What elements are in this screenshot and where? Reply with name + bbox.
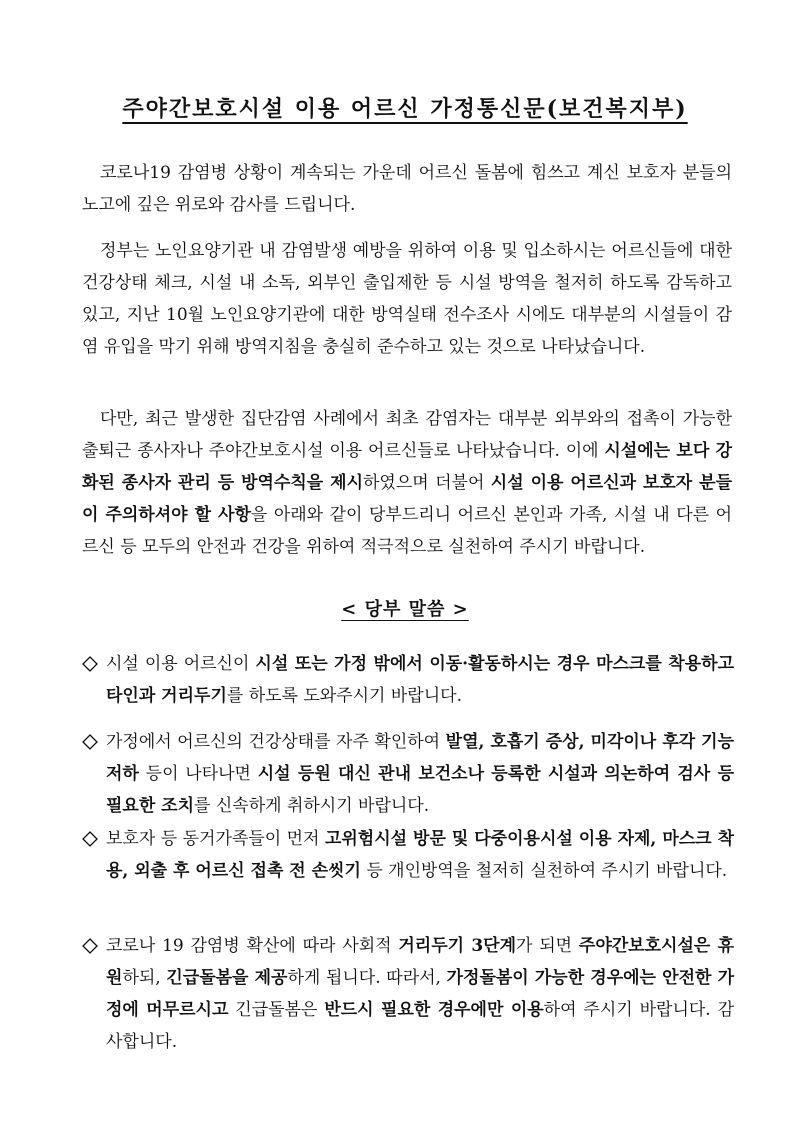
paragraph-text: 다만, 최근 발생한 집단감염 사례에서 최초 감염자는 대부분 외부와의 접촉이 가능한 출퇴근 종사자나 주야간보호시설 이용 어르신들로 나타났습니다. 이에 bbox=[82, 409, 732, 461]
paragraph-text: 코로나19 감염병 상황이 계속되는 가운데 어르신 돌봄에 힘쓰고 계신 보호자 분들의 노고에 깊은 위로와 감사를 드립니다. bbox=[82, 163, 732, 215]
emphasis-text: 주야간보호시설은 휴원 bbox=[106, 936, 735, 988]
item-text: 가정에서 어르신의 건강상태를 자주 확인하여 bbox=[106, 732, 446, 752]
paragraph-greeting bbox=[82, 157, 732, 221]
item-text: 를 신속하게 취하시기 바랍니다. bbox=[194, 796, 430, 816]
emphasis-text: 고위험시설 방문 및 다중이용시설 이용 자제, 마스크 착용, 외출 후 어르신 접촉 전 손씻기 bbox=[106, 829, 734, 881]
emphasis-text: 가정돌봄이 가능한 경우에는 안전한 가정에 머무르시고 bbox=[106, 968, 734, 1020]
section-heading: < 당부 말씀 > bbox=[341, 599, 469, 620]
diamond-outline-icon bbox=[78, 726, 102, 758]
emphasis-text: 시설 이용 어르신과 보호자 분들이 주의하셔야 할 사항 bbox=[82, 473, 733, 525]
emphasis-text: 긴급돌봄을 제공 bbox=[166, 968, 288, 988]
emphasis-text: 거리두기 3단계 bbox=[398, 936, 517, 956]
document-title: 주야간보호시설 이용 어르신 가정통신문(보건복지부) bbox=[122, 96, 688, 122]
item-text: 긴급돌봄은 bbox=[228, 1000, 325, 1020]
item-text: 하되, bbox=[122, 968, 167, 988]
request-item bbox=[78, 648, 734, 712]
paragraph-text: 하였으며 더불어 bbox=[363, 473, 491, 493]
item-text: 시설 이용 어르신이 bbox=[106, 654, 256, 674]
item-text: 보호자 등 동거가족들이 먼저 bbox=[106, 829, 325, 849]
request-item bbox=[78, 823, 734, 887]
paragraph-government-measures bbox=[82, 235, 732, 363]
request-item bbox=[78, 930, 734, 1058]
item-text: 하여 주시기 바랍니다. 감사합니다. bbox=[106, 1000, 735, 1052]
item-text: 등 개인방역을 철저히 실천하여 주시기 바랍니다. bbox=[360, 861, 728, 881]
emphasis-text: 반드시 필요한 경우에만 이용 bbox=[324, 1000, 544, 1020]
item-text: 하게 됩니다. 따라서, bbox=[287, 968, 447, 988]
paragraph-text: 을 아래와 같이 당부드리니 어르신 본인과 가족, 시설 내 다른 어르신 등 모두의 안전과 건강을 위하여 적극적으로 실천하여 주시기 바랍니다. bbox=[82, 505, 732, 557]
item-text: 가 되면 bbox=[516, 936, 579, 956]
item-text: 코로나 19 감염병 확산에 따라 사회적 bbox=[106, 936, 399, 956]
emphasis-text: 시설 등원 대신 관내 보건소나 등록한 시설과 의논하여 검사 등 필요한 조치 bbox=[106, 764, 734, 816]
diamond-outline-icon bbox=[78, 648, 102, 680]
emphasis-text: 시설에는 보다 강화된 종사자 관리 등 방역수칙을 제시 bbox=[82, 441, 732, 493]
diamond-outline-icon bbox=[78, 823, 102, 855]
emphasis-text: 시설 또는 가정 밖에서 이동·활동하시는 경우 마스크를 착용하고 타인과 거리두기 bbox=[106, 654, 734, 706]
item-text: 등이 나타나면 bbox=[138, 764, 258, 784]
paragraph-request bbox=[82, 403, 732, 563]
request-item bbox=[78, 726, 734, 822]
item-text: 를 하도록 도와주시기 바랍니다. bbox=[226, 686, 462, 706]
diamond-outline-icon bbox=[78, 930, 102, 962]
paragraph-text: 정부는 노인요양기관 내 감염발생 예방을 위하여 이용 및 입소하시는 어르신들에 대한 건강상태 체크, 시설 내 소독, 외부인 출입제한 등 시설 방역을 철저히 하도록 감독하고 있고, 지난 10월 노인요양기관에 대한 방역실태 전수조사 시에도 대부분의 시설들이 감염 유입을 막기 위해 방역지침을 충실히 준수하고 있는 것으로 나타났습니다. bbox=[82, 241, 732, 357]
emphasis-text: 발열, 호흡기 증상, 미각이나 후각 기능 저하 bbox=[106, 732, 734, 784]
